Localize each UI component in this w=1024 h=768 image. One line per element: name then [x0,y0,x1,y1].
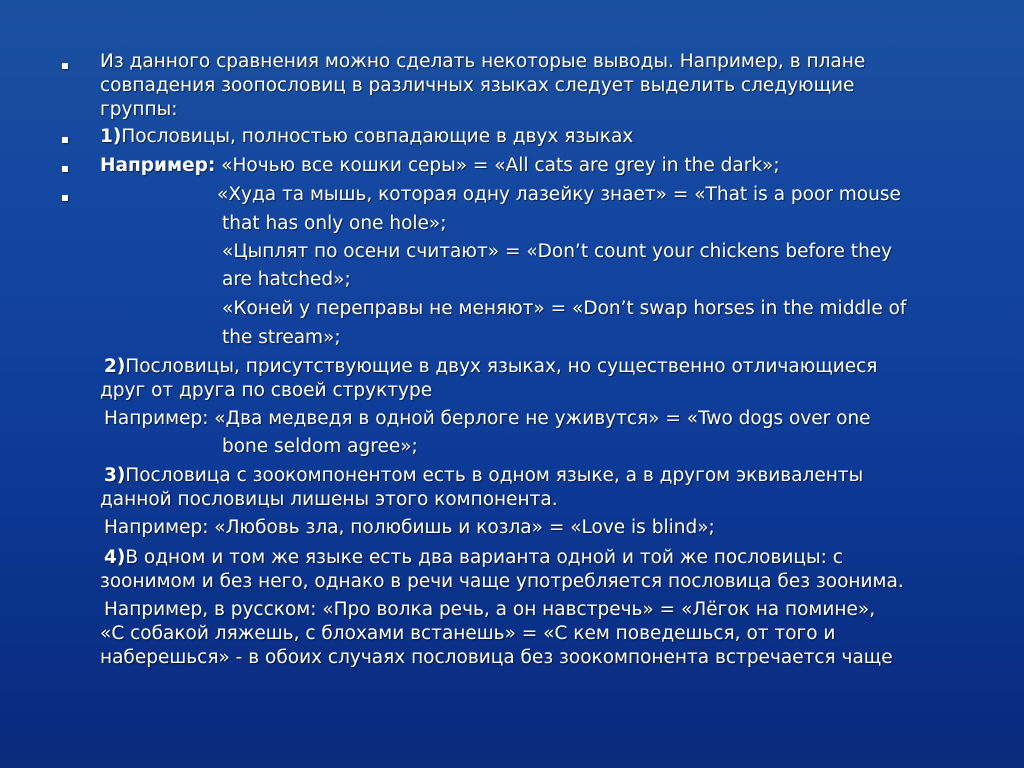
group-4-example-line-1: Например, в русском: «Про волка речь, а он навстречь» = «Лёгок на помине», [104,599,876,620]
group-4-heading-line-2: зоонимом и без него, однако в речи чаще употребляется пословица без зоонима. [100,571,904,592]
group-3-heading-line-1 [104,464,863,488]
group-1-example-2-line-1: «Худа та мышь, которая одну лазейку знает» = «That is a poor mouse [217,184,901,205]
intro-line-1: Из данного сравнения можно сделать некоторые выводы. Например, в плане [100,51,866,72]
group-1-heading [100,125,633,149]
group-2-heading-line-2: друг от друга по своей структуре [100,380,433,401]
group-4-heading-line-1 [104,546,843,570]
group-3-example: Например: «Любовь зла, полюбишь и козла» = «Love is blind»; [104,517,715,538]
bullet-2 [62,137,68,143]
group-3-text: Пословица с зоокомпонентом есть в одном языке, а в другом эквиваленты [125,465,864,486]
example-text: «Ночью все кошки серы» = «All cats are grey in the dark»; [215,155,780,176]
group-4-example-line-3: наберешься» - в обоих случаях пословица без зоокомпонента встречается чаще [100,647,893,668]
group-1-text: Пословицы, полностью совпадающие в двух языках [121,126,634,147]
group-2-heading-line-1 [104,355,877,379]
group-4-example-line-2: «С собакой ляжешь, с блохами встанешь» = «С кем поведешься, от того и [100,623,836,644]
group-4-text: В одном и том же языке есть два варианта одной и той же пословицы: с [125,547,843,568]
intro-line-3: группы: [100,99,178,120]
bullet-1 [62,63,68,69]
group-1-example-1 [100,154,780,178]
group-2-example-line-1: Например: «Два медведя в одной берлоге не уживутся» = «Two dogs over one [104,408,871,429]
group-1-example-2-line-2: that has only one hole»; [222,213,447,234]
group-2-example-line-2: bone seldom agree»; [222,436,418,457]
group-1-example-3-line-1: «Цыплят по осени считают» = «Don’t count your chickens before they [222,241,893,262]
intro-line-2: совпадения зоопословиц в различных языках следует выделить следующие [100,75,855,96]
group-1-example-3-line-2: are hatched»; [222,269,351,290]
group-3-heading-line-2: данной пословицы лишены этого компонента. [100,489,558,510]
group-3-number: 3) [104,465,126,486]
example-label: Например: [100,155,216,176]
group-2-number: 2) [104,356,126,377]
bullet-4 [62,195,68,201]
group-1-number: 1) [100,126,122,147]
group-2-text: Пословицы, присутствующие в двух языках, но существенно отличающиеся [125,356,878,377]
group-4-number: 4) [104,547,126,568]
bullet-3 [62,166,68,172]
group-1-example-4-line-2: the stream»; [222,327,341,348]
group-1-example-4-line-1: «Коней у переправы не меняют» = «Don’t swap horses in the middle of [222,298,907,319]
